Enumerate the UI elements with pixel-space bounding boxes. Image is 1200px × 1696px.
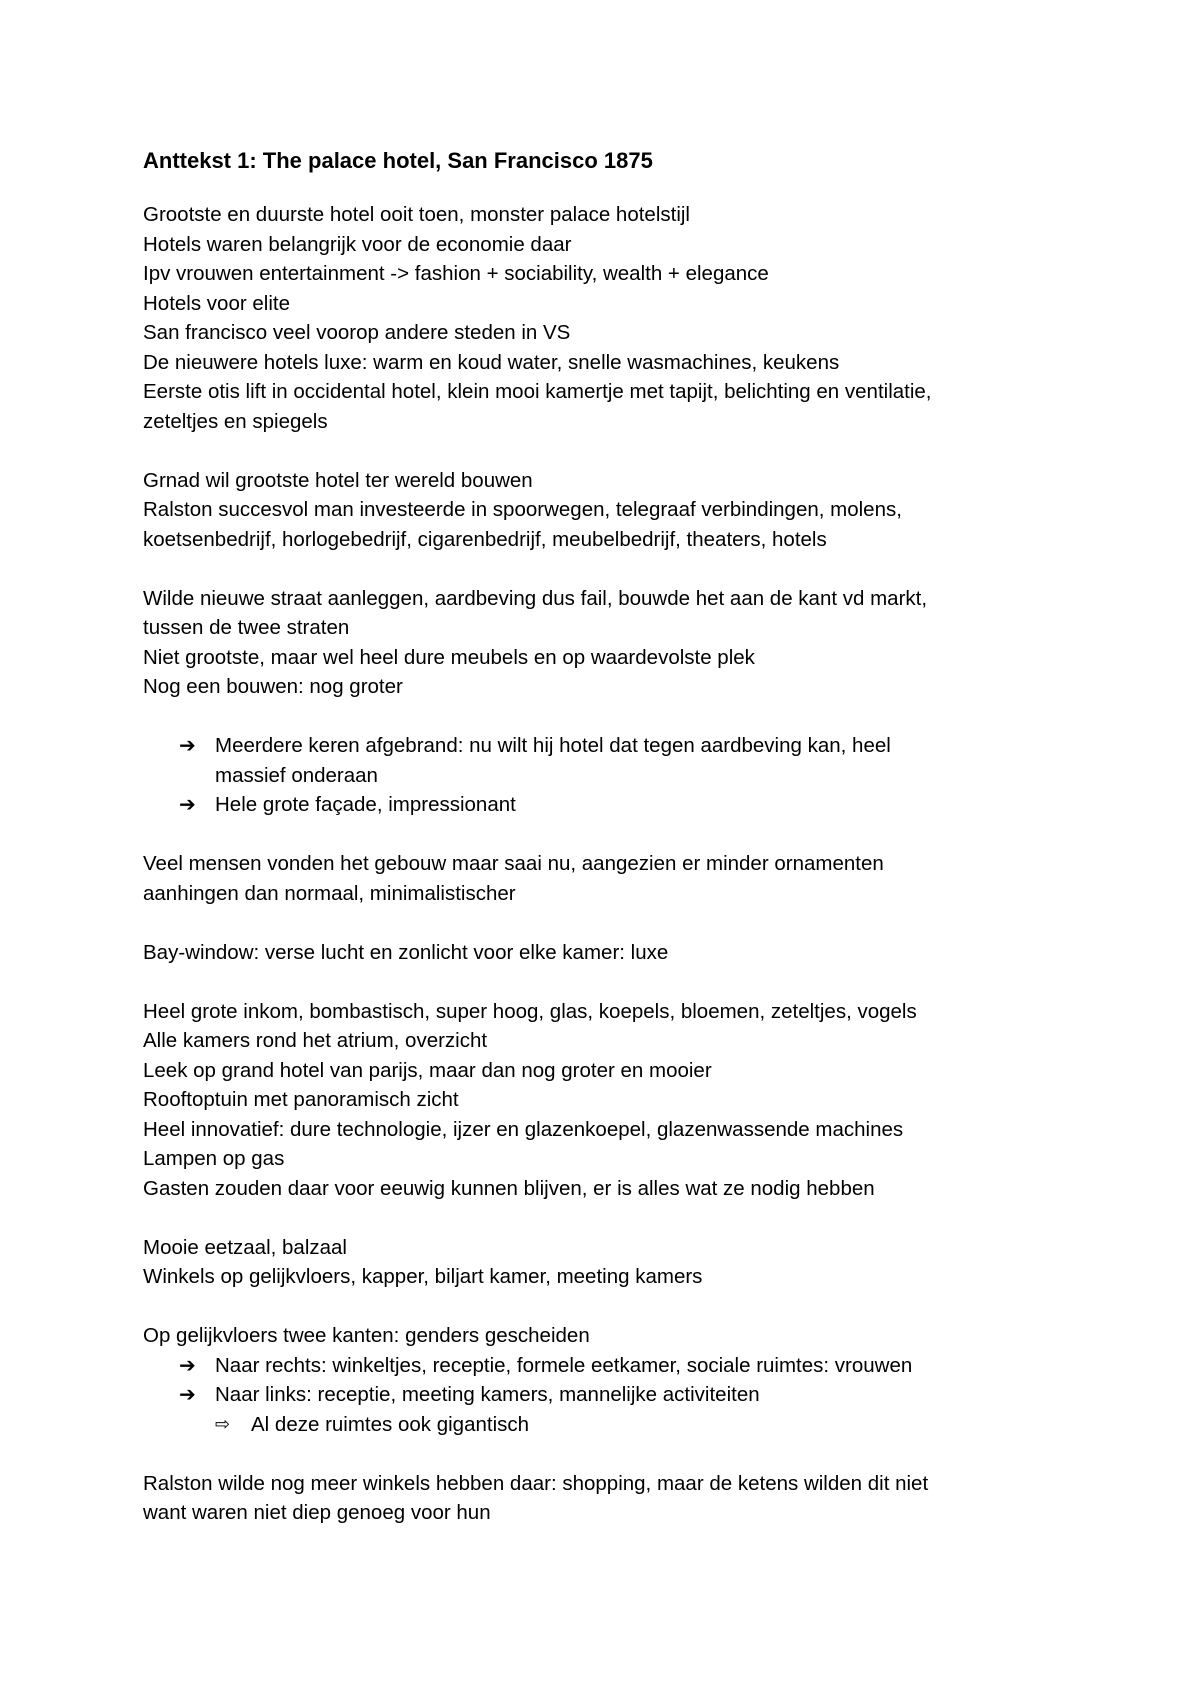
paragraph-entrance [143, 997, 1083, 1204]
paragraph-opinion [143, 849, 1083, 908]
paragraph-new-street [143, 584, 1083, 702]
list-item [143, 790, 1083, 820]
text-line: Al deze ruimtes ook gigantisch [251, 1412, 530, 1436]
text-line: Ipv vrouwen entertainment -> fashion + sociability, wealth + elegance [143, 262, 769, 285]
sub-bullet-list [143, 1410, 1083, 1440]
text-line: aanhingen dan normaal, minimalistischer [143, 881, 516, 905]
text-line: koetsenbedrijf, horlogebedrijf, cigarenbedrijf, meubelbedrijf, theaters, hotels [143, 527, 827, 551]
paragraph-intro [143, 200, 1083, 436]
text-line: Gasten zouden daar voor eeuwig kunnen blijven, er is alles wat ze nodig hebben [143, 1176, 875, 1200]
arrow-right-icon: ➔ [179, 1352, 196, 1377]
text-line: Grootste en duurste hotel ooit toen, monster palace hotelstijl [143, 203, 690, 226]
bullet-list-rebuild [143, 731, 1083, 820]
text-line: Naar links: receptie, meeting kamers, mannelijke activiteiten [215, 1383, 760, 1406]
text-line: Eerste otis lift in occidental hotel, klein mooi kamertje met tapijt, belichting en ventilatie, [143, 380, 932, 403]
text-line: Op gelijkvloers twee kanten: genders gescheiden [143, 1324, 590, 1347]
text-line: Mooie eetzaal, balzaal [143, 1235, 347, 1259]
document-page [143, 146, 1083, 1557]
text-line: Ralston succesvol man investeerde in spoorwegen, telegraaf verbindingen, molens, [143, 498, 902, 521]
text-line: San francisco veel voorop andere steden in VS [143, 321, 571, 344]
text-line: Bay-window: verse lucht en zonlicht voor elke kamer: luxe [143, 940, 669, 964]
text-line: Heel innovatief: dure technologie, ijzer en glazenkoepel, glazenwassende machines [143, 1117, 904, 1141]
list-item [143, 1351, 1083, 1381]
outline-arrow-right-icon: ⇨ [215, 1413, 231, 1435]
document-title: Anttekst 1: The palace hotel, San Francisco 1875 [143, 148, 653, 173]
text-line: Lampen op gas [143, 1147, 285, 1170]
text-line: Hotels voor elite [143, 291, 290, 315]
text-line: Ralston wilde nog meer winkels hebben daar: shopping, maar de ketens wilden dit niet [143, 1471, 929, 1495]
text-line: Winkels op gelijkvloers, kapper, biljart kamer, meeting kamers [143, 1265, 703, 1288]
text-line: Niet grootste, maar wel heel dure meubels en op waardevolste plek [143, 645, 755, 669]
text-line: massief onderaan [215, 763, 378, 787]
text-line: tussen de twee straten [143, 616, 350, 639]
text-line: Nog een bouwen: nog groter [143, 675, 403, 698]
text-line: Veel mensen vonden het gebouw maar saai nu, aangezien er minder ornamenten [143, 852, 884, 875]
paragraph-dining [143, 1233, 1083, 1292]
list-item [143, 1380, 1083, 1410]
list-item [143, 731, 1083, 790]
list-item [143, 1410, 1083, 1440]
paragraph-bay-window [143, 938, 1083, 968]
text-line: Hele grote façade, impressionant [215, 793, 516, 816]
text-line: Wilde nieuwe straat aanleggen, aardbeving dus fail, bouwde het aan de kant vd markt, [143, 586, 928, 610]
text-line: Naar rechts: winkeltjes, receptie, formele eetkamer, sociale ruimtes: vrouwen [215, 1353, 913, 1377]
bullet-list-genders [143, 1351, 1083, 1410]
text-line: Meerdere keren afgebrand: nu wilt hij hotel dat tegen aardbeving kan, heel [215, 734, 891, 757]
arrow-right-icon: ➔ [179, 792, 196, 816]
text-line: Leek op grand hotel van parijs, maar dan nog groter en mooier [143, 1058, 712, 1082]
text-line: Hotels waren belangrijk voor de economie daar [143, 232, 572, 256]
text-line: De nieuwere hotels luxe: warm en koud water, snelle wasmachines, keukens [143, 350, 840, 374]
arrow-right-icon: ➔ [179, 733, 196, 757]
paragraph-ralston [143, 466, 1083, 555]
text-line: zeteltjes en spiegels [143, 409, 328, 433]
text-line: Heel grote inkom, bombastisch, super hoog, glas, koepels, bloemen, zeteltjes, vogels [143, 999, 917, 1023]
text-line: Alle kamers rond het atrium, overzicht [143, 1029, 488, 1052]
paragraph-shopping [143, 1469, 1083, 1528]
arrow-right-icon: ➔ [179, 1382, 196, 1406]
text-line: want waren niet diep genoeg voor hun [143, 1501, 491, 1524]
text-line: Rooftoptuin met panoramisch zicht [143, 1088, 459, 1111]
text-line: Grnad wil grootste hotel ter wereld bouwen [143, 468, 533, 492]
section-genders [143, 1321, 1083, 1439]
